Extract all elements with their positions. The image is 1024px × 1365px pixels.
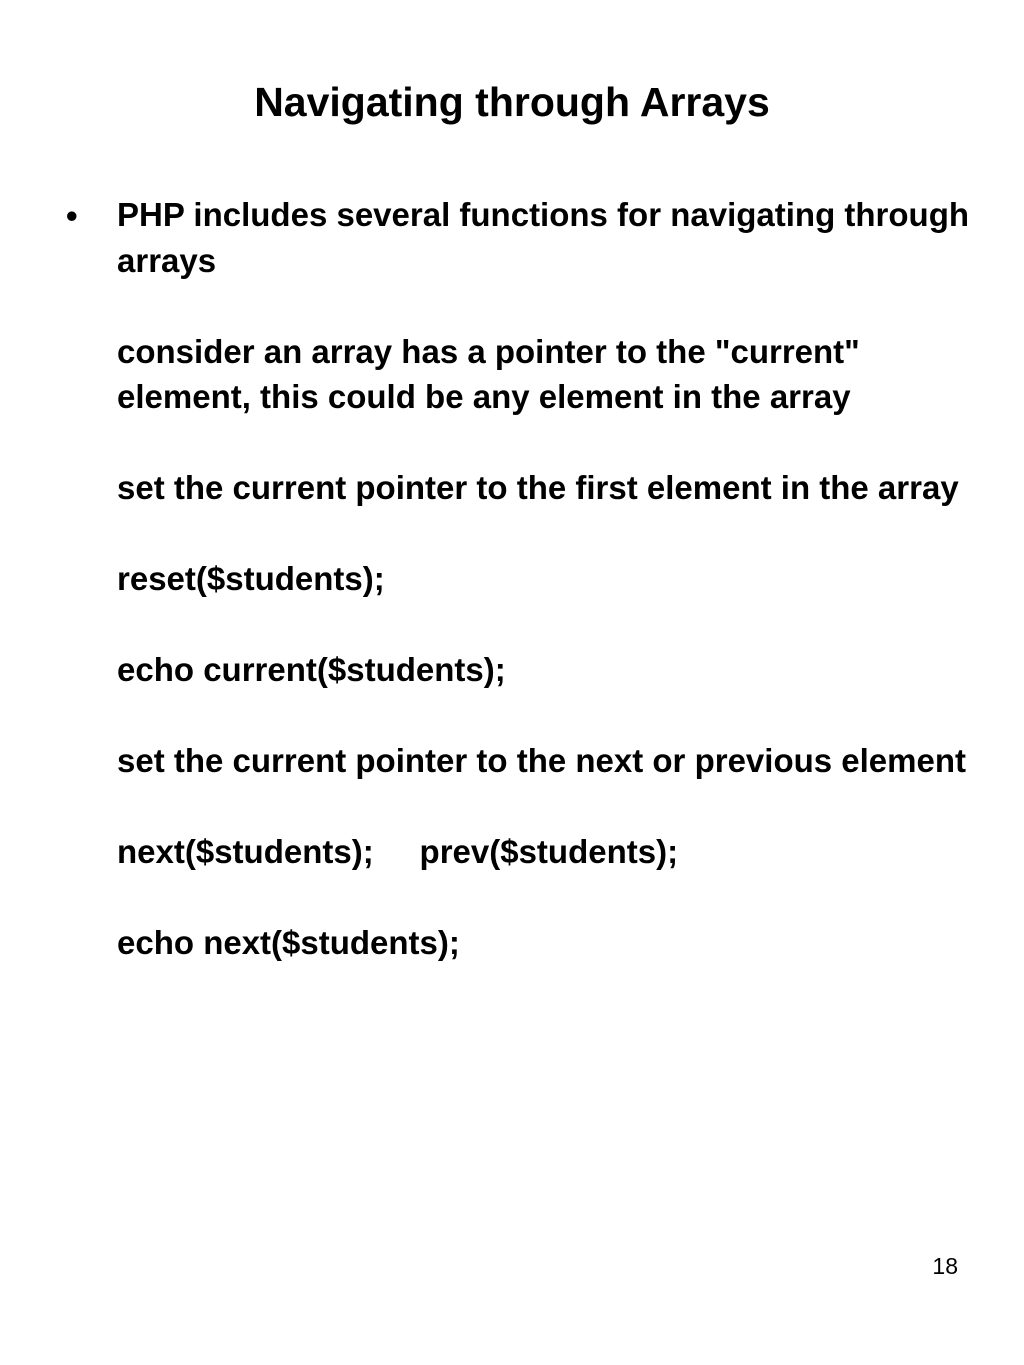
spacer xyxy=(117,283,997,329)
echo-current-code: echo current($students); xyxy=(117,651,506,688)
slide-number: 18 xyxy=(932,1253,958,1279)
pointer-note: consider an array has a pointer to the "current" element, this could be any element in the array xyxy=(117,332,860,415)
slide-title: Navigating through Arrays xyxy=(254,79,770,125)
spacer xyxy=(117,511,997,557)
slide-body xyxy=(117,192,997,966)
echo-next-code: echo next($students); xyxy=(117,924,460,961)
intro-text: PHP includes several functions for navigating through arrays xyxy=(117,196,970,279)
spacer xyxy=(117,420,997,466)
bullet-symbol: • xyxy=(66,197,78,234)
spacer xyxy=(117,784,997,830)
next-prev-note: set the current pointer to the next or previous element xyxy=(117,742,966,779)
next-code: next($students); xyxy=(117,833,374,870)
spacer xyxy=(117,602,997,648)
next-prev-code-line xyxy=(117,829,997,875)
first-element-note: set the current pointer to the first element in the array xyxy=(117,469,959,506)
prev-code: prev($students); xyxy=(419,833,679,870)
spacer xyxy=(117,693,997,739)
spacer xyxy=(117,875,997,921)
reset-code: reset($students); xyxy=(117,560,385,597)
